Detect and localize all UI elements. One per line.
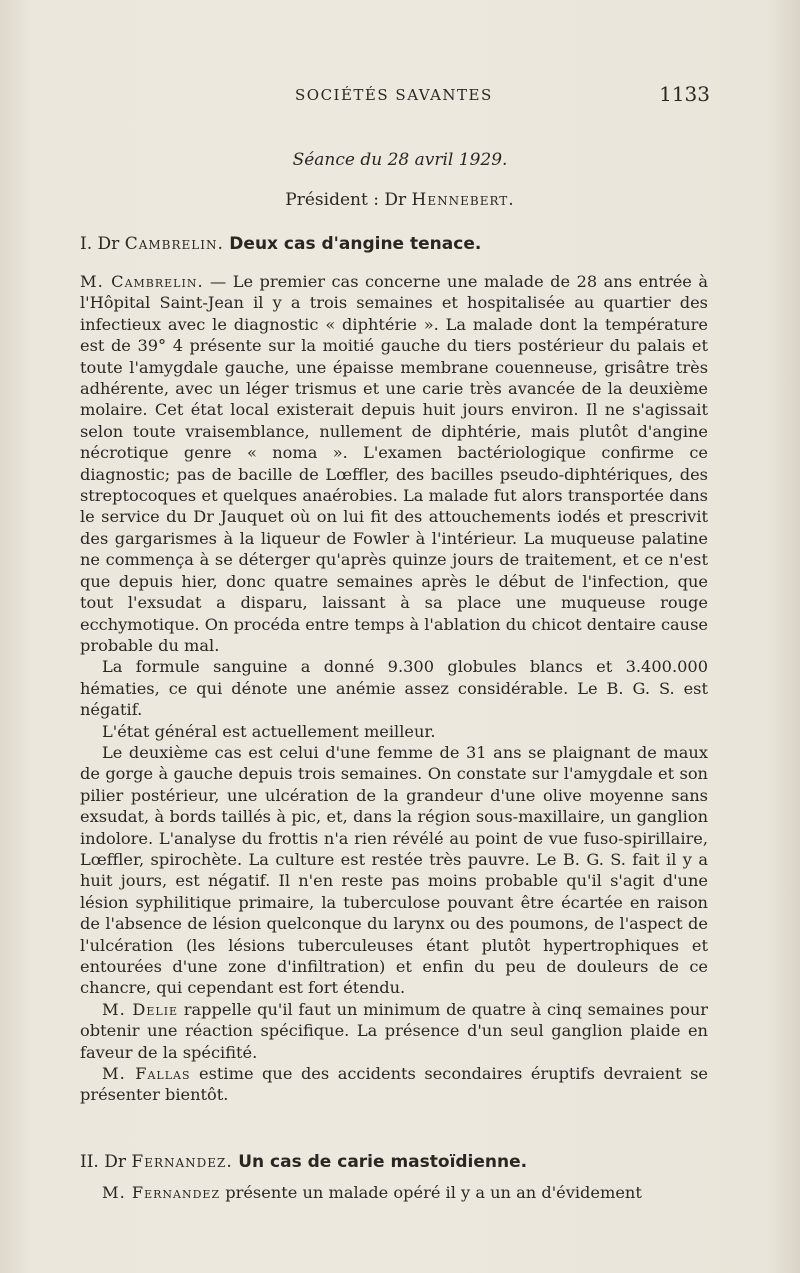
- section-body-1: [80, 271, 708, 1106]
- running-head: SOCIÉTÉS SAVANTES: [295, 86, 493, 104]
- paragraph: [80, 742, 708, 999]
- paragraph-text: — Le premier cas concerne une malade de 28 ans entrée à l'Hôpital Saint-Jean il y a trois semaines et hospitalisée au quartier des infectieux avec le diagnostic « diphtérie ». La malade dont la température est de 39° 4 présente sur la moitié gauche du tiers postérieur du palais et toute l'amygdale gauche, une épaisse membrane couenneuse, grisâtre très adhérente, avec un léger trismus et une carie très avancée de la deuxième molaire. Cet état local existerait depuis huit jours environ. Il ne s'agissait selon toute vraisemblance, nullement de diphtérie, mais plutôt d'angine nécrotique genre « noma ». L'examen bactériologique confirme ce diagnostic; pas de bacille de Lœffler, des bacilles pseudo-diphtériques, des streptocoques et quelques anaérobies. La malade fut alors transportée dans le service du Dr Jauquet où on lui fit des attouchements iodés et prescrivit des gargarismes à la liqueur de Fowler à l'intérieur. La muqueuse palatine ne commença à se déterger qu'après quinze jours de traitement, et ce n'est que depuis hier, donc quatre semaines après le début de l'infection, que tout l'exsudat a disparu, laissant à sa place une muqueuse rouge ecchymotique. On procéda entre temps à l'ablation du chicot dentaire cause probable du mal.: [80, 272, 708, 655]
- paragraph: [80, 656, 708, 720]
- speaker-name: M. Fallas: [102, 1064, 191, 1084]
- section-title: Deux cas d'angine tenace.: [229, 234, 482, 254]
- paragraph-text: L'état général est actuellement meilleur.: [102, 721, 436, 741]
- author-name: Cambrelin.: [124, 234, 224, 254]
- section-heading-2: [80, 1152, 710, 1172]
- speaker-name: M. Cambrelin.: [80, 272, 204, 291]
- section-numeral: I.: [80, 234, 93, 254]
- page-number: 1133: [659, 82, 710, 106]
- president-label: Président :: [285, 190, 379, 210]
- author-title: Dr: [104, 1152, 127, 1172]
- speaker-name: M. Fernandez: [102, 1183, 221, 1202]
- paragraph: [80, 271, 708, 656]
- section-numeral: II.: [80, 1152, 99, 1172]
- president-name: Hennebert.: [411, 190, 515, 210]
- paragraph: [80, 1182, 708, 1203]
- paragraph-text: La formule sanguine a donné 9.300 globules blancs et 3.400.000 hématies, ce qui dénote une anémie assez considérable. Le B. G. S. est négatif.: [80, 657, 708, 720]
- paragraph: [80, 999, 708, 1063]
- section-title: Un cas de carie mastoïdienne.: [238, 1152, 528, 1172]
- session-date: Séance du 28 avril 1929.: [292, 150, 508, 170]
- paragraph-text: estime que des accidents secondaires éruptifs devraient se présenter bientôt.: [80, 1064, 708, 1105]
- author-title: Dr: [97, 234, 120, 254]
- section-heading-1: [80, 234, 710, 254]
- paragraph: [80, 1063, 708, 1106]
- paragraph-text: Le deuxième cas est celui d'une femme de 31 ans se plaignant de maux de gorge à gauche depuis trois semaines. On constate sur l'amygdale et son pilier postérieur, une ulcération de la grandeur d'une olive moyenne sans exsudat, à bords taillés à pic, et, dans la région sous-maxillaire, un ganglion indolore. L'analyse du frottis n'a rien révélé au point de vue fuso-spirillaire, Lœffler, spirochète. La culture est restée très pauvre. Le B. G. S. fait il y a huit jours, est négatif. Il n'en reste pas moins probable qu'il s'agit d'une lésion syphilitique primaire, la tuberculose pouvant être écartée en raison de l'absence de lésion quelconque du larynx ou des poumons, de l'aspect de l'ulcération (les lésions tuberculeuses étant plutôt hypertrophiques et entourées d'une zone d'infiltration) et enfin du peu de douleurs de ce chancre, qui cependant est fort étendu.: [80, 742, 708, 998]
- paragraph: [80, 721, 708, 742]
- section-body-2: [80, 1182, 708, 1203]
- author-name: Fernandez.: [131, 1152, 233, 1172]
- page-header: [80, 82, 710, 110]
- paragraph-text: présente un malade opéré il y a un an d'évidement: [220, 1183, 642, 1202]
- paragraph-text: rappelle qu'il faut un minimum de quatre à cinq semaines pour obtenir une réaction spécifique. La présence d'un seul ganglion plaide en faveur de la spécifité.: [80, 999, 708, 1062]
- president-line: [0, 190, 800, 210]
- speaker-name: M. Delie: [102, 999, 179, 1019]
- president-title: Dr: [384, 190, 407, 210]
